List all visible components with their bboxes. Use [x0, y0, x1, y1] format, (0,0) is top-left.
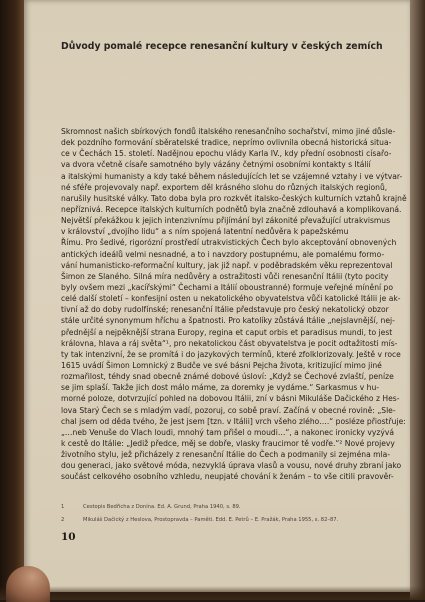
- body-line: antických ideálů velmi nesnadné, a to i navzdory postupnému, ale pomalému formo-: [61, 249, 385, 259]
- body-line: životního stylu, jež přicházely z renesanční Itálie do Čech a podmanily si zejména mla-: [61, 450, 391, 460]
- body-line: celé další století – konfesijní osten u nekatolického obyvatelstva vůči katolické Itálii je ak-: [61, 294, 401, 304]
- body-line: stále určité synonymum hříchu a špatnosti. Pro katolíky zůstává Itálie „nejslavnější, nej-: [61, 316, 395, 326]
- body-line: narušily husitské války. Tato doba byla pro rozkvět italsko-českých kulturních vztahů krajně: [61, 193, 407, 203]
- body-line: Římu. Pro šedivé, rigorózní prostředí utrakvistických Čech bylo akceptování obnovených: [61, 238, 397, 248]
- book-spine-shadow: [0, 0, 26, 600]
- body-line: součást celkového osobního vzhledu, neupjaté chování k ženám – to vše citili pravověr-: [61, 472, 394, 482]
- footnote: [61, 501, 411, 514]
- body-line: přednější a nejpěknější strana Europy, regina et caput orbis et paradisus mundi, to jest: [61, 327, 393, 337]
- body-line: Největší překážkou k jejich intenzivnímu přijímání byl zákonité převažující utrakvismus: [61, 216, 391, 226]
- page-number: 10: [61, 531, 76, 543]
- body-line: v království „dvojího lidu“ a s ním spojená latentní nedůvěra k papežskému: [61, 227, 349, 237]
- body-line: Šimon ze Slaného. Silná míra nedůvěry a ostražitosti vůči renesanční Itálii (tyto pocity: [61, 271, 389, 281]
- footnote-number: 1: [61, 504, 65, 510]
- body-line: „…neb Venuše do Vlach loudi, mnohý tam přišel o moudi…“, a nakonec ironicky vyzývá: [61, 427, 395, 437]
- body-line: vání humanisticko-reformační kultury, jak již např. v poděbradském věku reprezentoval: [61, 260, 393, 270]
- body-line: rozmařilost, téhdy snad obecně známé dobové úsloví: „Když se Čechové zvlaští, peníze: [61, 372, 394, 382]
- thumb-photo: [6, 566, 50, 602]
- body-line: dek pozdního formování sběratelské tradice, neprímo ovlivnila obecná historická situa-: [61, 138, 392, 148]
- body-line: se jim splaší. Takže jich dost málo máme, za doremky je vydáme.“ Sarkasmus v hu-: [61, 383, 380, 393]
- body-line: a italskými humanisty a kdy také během následujících let se vzájemné vztahy i ve výtvar-: [61, 171, 403, 181]
- body-line: Skromnost našich sbírkových fondů italského renesančního sochařství, mimo jiné důsle-: [61, 127, 396, 136]
- body-line: k cestě do Itálie: „Jediž předce, měj se dobře, vlasky fraucimor tě vodře.“² Nové projevy: [61, 438, 395, 448]
- body-line: dou generaci, jako světové móda, nezvyklá úprava vlasů a vousu, nové druhy zbraní jako: [61, 461, 402, 471]
- page-edge: [410, 0, 425, 600]
- footnote-text: Mikuláš Dačický z Heslova, Prostopravda – Paměti. Edd. E. Petrů – E. Pražák, Praha 1955, s. 82–87.: [83, 517, 339, 523]
- body-text: [61, 126, 425, 483]
- body-line: ty tak intenzivní, že se promítá i do jazykových termínů, které zfolklorizovaly. Ještě v roce: [61, 349, 401, 359]
- body-line: byly ovšem mezi „kacířskými“ Čechami a Itálií oboustranné) formuje veřejné mínění po: [61, 282, 394, 292]
- running-head: Důvody pomalé recepce renesanční kultury v českých zemích: [61, 41, 383, 52]
- body-line: nepříznivá. Recepce italských kulturních podnětů byla značně zdlouhavá a komplikovaná.: [61, 204, 402, 214]
- body-line: chal jsem od děda tvého, že jest jsem [tzn. v Itálii] vrch všeho zlého….“ posléze přiostřuje:: [61, 416, 406, 426]
- footnote-text: Cestopis Bedřicha z Donína. Ed. A. Grund, Praha 1940, s. 89.: [83, 504, 241, 510]
- bottom-shadow: [0, 586, 425, 600]
- body-line: královna, hlava a ráj světa“¹, pro nekatolickou část obyvatelstva je pocit odtažitosti mís-: [61, 338, 398, 348]
- body-line: 1615 uvádí Šimon Lomnický z Budče ve své básni Pejcha života, kritizující mimo jiné: [61, 360, 382, 370]
- footnote: [61, 514, 411, 527]
- body-line: né sféře projevovaly např. exportem děl krásného slohu do různých italských regionů,: [61, 182, 388, 192]
- footnote-number: 2: [61, 517, 65, 523]
- body-line: tivní až do doby rudolfínské; renesanční Itálie představuje pro český nekatolický obzor: [61, 305, 389, 315]
- body-line: morné poloze, dotvrzující pohled na dobovou Itálii, zní v básni Mikuláše Dačického z Hes-: [61, 394, 400, 404]
- body-line: va dvora včetně císaře samotného byly vázány četnými osobními kontakty s Itálií: [61, 160, 371, 170]
- footnotes: [61, 501, 411, 527]
- book-page: [24, 0, 410, 592]
- body-line: ce v Čechách 15. století. Nadějnou epochu vlády Karla IV., kdy přední osobnosti císařo-: [61, 149, 392, 159]
- body-line: lova Starý Čech se s mladým vadí, pozoruj, co sobě praví. Začíná v obecné rovině: „Sle-: [61, 405, 396, 415]
